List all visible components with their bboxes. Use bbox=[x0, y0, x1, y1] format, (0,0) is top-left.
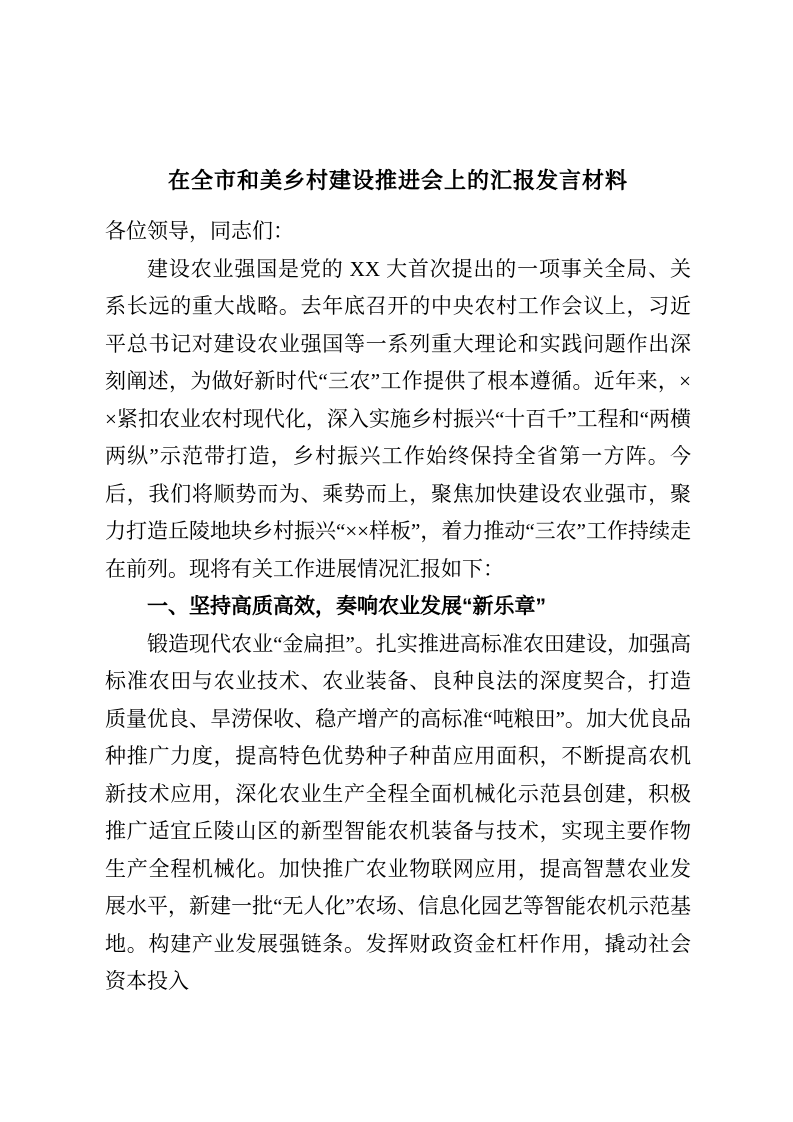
section-1-paragraph: 锻造现代农业“金扁担”。扎实推进高标准农田建设，加强高标准农田与农业技术、农业装备、良种良法的深度契合，打造质量优良、旱涝保收、稳产增产的高标准“吨粮田”。加大优良品种推广力度，提高特色优势种子种苗应用面积，不断提高农机新技术应用，深化农业生产全程全面机械化示范县创建，积极推广适宜丘陵山区的新型智能农机装备与技术，实现主要作物生产全程机械化。加快推广农业物联网应用，提高智慧农业发展水平，新建一批“无人化”农场、信息化园艺等智能农机示范基地。构建产业发展强链条。发挥财政资金杠杆作用，撬动社会资本投入 bbox=[105, 631, 691, 993]
document-title: 在全市和美乡村建设推进会上的汇报发言材料 bbox=[167, 168, 628, 193]
section-1-heading: 一、坚持高质高效，奏响农业发展“新乐章” bbox=[147, 595, 546, 618]
salutation-line: 各位领导，同志们： bbox=[105, 219, 294, 243]
intro-paragraph: 建设农业强国是党的 XX 大首次提出的一项事关全局、关系长远的重大战略。去年底召开的中央农村工作会议上，习近平总书记对建设农业强国等一系列重大理论和实践问题作出深刻阐述，为做好新时代“三农”工作提供了根本遵循。近年来，××紧扣农业农村现代化，深入实施乡村振兴“十百千”工程和“两横两纵”示范带打造，乡村振兴工作始终保持全省第一方阵。今后，我们将顺势而为、乘势而上，聚焦加快建设农业强市，聚力打造丘陵地块乡村振兴“××样板”，着力推动“三农”工作持续走在前列。现将有关工作进展情况汇报如下： bbox=[105, 256, 691, 581]
